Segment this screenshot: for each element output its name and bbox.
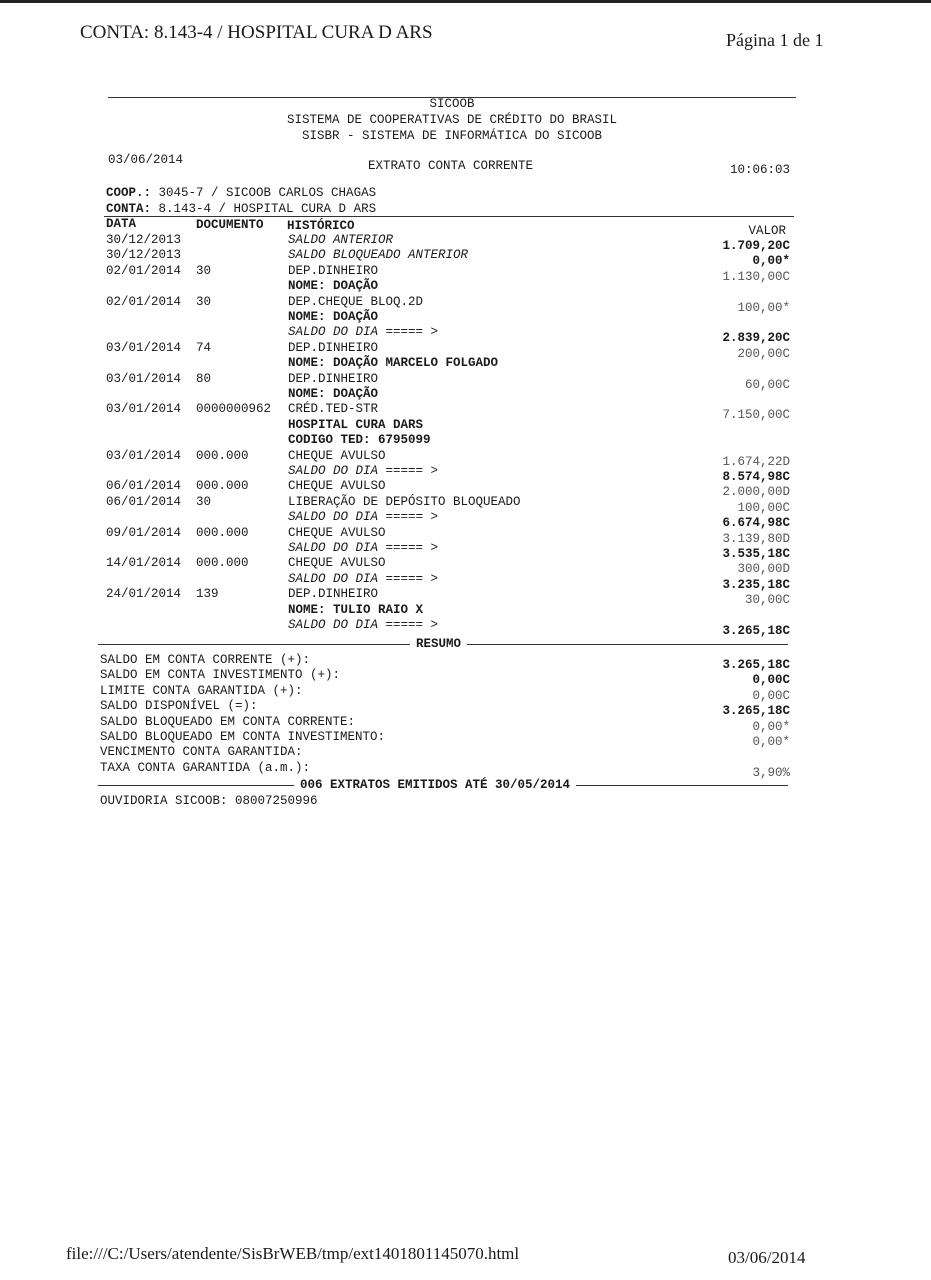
summary-label: VENCIMENTO CONTA GARANTIDA: bbox=[100, 745, 303, 760]
summary-label: LIMITE CONTA GARANTIDA (+): bbox=[100, 683, 303, 698]
entry-date: 03/01/2014 bbox=[106, 402, 182, 417]
entry-history: SALDO BLOQUEADO ANTERIOR bbox=[288, 248, 469, 263]
header-rule bbox=[104, 216, 794, 217]
entry-history: CHEQUE AVULSO bbox=[288, 556, 386, 571]
entry-history: SALDO DO DIA ===== > bbox=[288, 464, 439, 478]
conta-label: CONTA: bbox=[106, 202, 152, 216]
summary-label: SALDO EM CONTA CORRENTE (+): bbox=[100, 653, 311, 667]
sisbr-line: SISBR - SISTEMA DE INFORMÁTICA DO SICOOB bbox=[301, 129, 603, 143]
emitted-divider bbox=[98, 778, 788, 794]
summary-divider bbox=[98, 637, 788, 653]
entry-history: SALDO ANTERIOR bbox=[288, 233, 394, 247]
entry-history: LIBERAÇÃO DE DEPÓSITO BLOQUEADO bbox=[288, 494, 521, 509]
entry-history: NOME: DOAÇÃO bbox=[288, 279, 379, 294]
entry-date: 06/01/2014 bbox=[106, 479, 182, 494]
entry-document: 000.000 bbox=[196, 448, 249, 463]
entry-value: 3.265,18C bbox=[722, 624, 790, 638]
summary-value: 0,00* bbox=[752, 735, 790, 749]
entry-history: NOME: DOAÇÃO MARCELO FOLGADO bbox=[288, 356, 499, 371]
summary-label: SALDO DISPONÍVEL (=): bbox=[100, 699, 258, 714]
entry-history: NOME: TULIO RAIO X bbox=[288, 602, 424, 617]
entry-history: DEP.DINHEIRO bbox=[288, 263, 379, 278]
summary-label: SALDO EM CONTA INVESTIMENTO (+): bbox=[100, 668, 341, 683]
entry-date: 24/01/2014 bbox=[106, 587, 182, 602]
entry-history: CRÉD.TED-STR bbox=[288, 402, 379, 417]
report-time: 10:06:03 bbox=[730, 163, 791, 177]
entry-document: 139 bbox=[196, 587, 219, 602]
entry-value: 8.574,98C bbox=[722, 470, 790, 484]
emitted-count: 006 EXTRATOS EMITIDOS ATÉ 30/05/2014 bbox=[300, 778, 571, 792]
entry-history: CHEQUE AVULSO bbox=[288, 525, 386, 540]
summary-value: 0,00* bbox=[752, 719, 790, 734]
entry-document: 30 bbox=[196, 263, 212, 278]
report-date: 03/06/2014 bbox=[108, 153, 184, 167]
entry-document: 000.000 bbox=[196, 479, 249, 494]
entry-value: 60,00C bbox=[744, 377, 790, 392]
entry-document: 80 bbox=[196, 371, 212, 386]
entry-date: 03/01/2014 bbox=[106, 448, 182, 463]
entry-document: 000.000 bbox=[196, 525, 249, 540]
conta-value: 8.143-4 / HOSPITAL CURA D ARS bbox=[158, 202, 377, 216]
entry-history: SALDO DO DIA ===== > bbox=[288, 510, 439, 525]
entry-history: SALDO DO DIA ===== > bbox=[288, 325, 439, 340]
entry-value: 3.235,18C bbox=[722, 577, 790, 592]
entry-value: 1.709,20C bbox=[722, 239, 790, 253]
entry-date: 09/01/2014 bbox=[106, 525, 182, 540]
entry-value: 0,00* bbox=[752, 254, 790, 269]
entry-history: SALDO DO DIA ===== > bbox=[288, 618, 439, 632]
entry-history: SALDO DO DIA ===== > bbox=[288, 541, 439, 555]
col-data: DATA bbox=[106, 217, 137, 231]
footer-url: file:///C:/Users/atendente/SisBrWEB/tmp/ext1401801145070.html bbox=[66, 1244, 520, 1263]
summary-value: 0,00C bbox=[752, 673, 790, 688]
entry-date: 30/12/2013 bbox=[106, 248, 182, 263]
entry-value: 7.150,00C bbox=[722, 408, 790, 423]
bank-name: SICOOB bbox=[429, 97, 475, 111]
summary-label: SALDO BLOQUEADO EM CONTA INVESTIMENTO: bbox=[100, 730, 386, 744]
summary-label: SALDO BLOQUEADO EM CONTA CORRENTE: bbox=[100, 714, 356, 729]
entry-value: 30,00C bbox=[744, 593, 790, 608]
entry-history: DEP.DINHEIRO bbox=[288, 587, 379, 602]
entry-history: DEP.DINHEIRO bbox=[288, 340, 379, 355]
entry-date: 06/01/2014 bbox=[106, 494, 182, 509]
entry-date: 14/01/2014 bbox=[106, 556, 182, 571]
page-number: Página 1 de 1 bbox=[726, 30, 824, 50]
footer-date: 03/06/2014 bbox=[728, 1248, 806, 1267]
entry-history: CHEQUE AVULSO bbox=[288, 448, 386, 463]
entry-history: DEP.CHEQUE BLOQ.2D bbox=[288, 294, 424, 309]
entry-history: CODIGO TED: 6795099 bbox=[288, 433, 431, 448]
entry-history: SALDO DO DIA ===== > bbox=[288, 571, 439, 586]
entry-value: 200,00C bbox=[737, 346, 790, 361]
entry-history: CHEQUE AVULSO bbox=[288, 479, 386, 494]
coop-value: 3045-7 / SICOOB CARLOS CHAGAS bbox=[158, 186, 377, 200]
summary-value: 3,90% bbox=[752, 765, 790, 780]
coop-line bbox=[106, 186, 376, 202]
entry-value: 2.000,00D bbox=[722, 485, 790, 500]
col-valor: VALOR bbox=[748, 224, 786, 238]
summary-value: 0,00C bbox=[752, 688, 790, 703]
summary-label: TAXA CONTA GARANTIDA (a.m.): bbox=[100, 760, 311, 775]
entry-document: 30 bbox=[196, 494, 212, 509]
entry-document: 000.000 bbox=[196, 556, 249, 571]
entry-history: NOME: DOAÇÃO bbox=[288, 387, 379, 401]
entry-document: 0000000962 bbox=[196, 402, 272, 417]
entry-history: DEP.DINHEIRO bbox=[288, 371, 379, 386]
system-line: SISTEMA DE COOPERATIVAS DE CRÉDITO DO BRASIL bbox=[286, 113, 618, 127]
ouvidoria: OUVIDORIA SICOOB: 08007250996 bbox=[100, 794, 318, 808]
col-historico: HISTÓRICO bbox=[287, 219, 355, 233]
entry-value: 1.130,00C bbox=[722, 269, 790, 284]
entry-document: 30 bbox=[196, 294, 212, 309]
entry-value: 3.139,80D bbox=[722, 531, 790, 546]
entry-document: 74 bbox=[196, 340, 212, 355]
entry-history: NOME: DOAÇÃO bbox=[288, 310, 379, 324]
entry-value: 6.674,98C bbox=[722, 516, 790, 531]
entry-value: 100,00* bbox=[737, 300, 790, 315]
entry-date: 03/01/2014 bbox=[106, 340, 182, 355]
entry-value: 2.839,20C bbox=[722, 331, 790, 346]
summary-value: 3.265,18C bbox=[722, 658, 790, 672]
summary-value: 3.265,18C bbox=[722, 704, 790, 719]
entry-value: 3.535,18C bbox=[722, 547, 790, 561]
entry-value: 1.674,22D bbox=[722, 454, 790, 469]
summary-heading: RESUMO bbox=[416, 637, 462, 651]
report-title: EXTRATO CONTA CORRENTE bbox=[368, 159, 534, 173]
entry-date: 02/01/2014 bbox=[106, 263, 182, 278]
entry-date: 02/01/2014 bbox=[106, 294, 182, 309]
entry-date: 03/01/2014 bbox=[106, 371, 182, 386]
entry-date: 30/12/2013 bbox=[106, 233, 182, 247]
coop-label: COOP.: bbox=[106, 186, 152, 200]
entry-history: HOSPITAL CURA DARS bbox=[288, 417, 424, 432]
top-border bbox=[0, 0, 931, 3]
entry-value: 300,00D bbox=[737, 562, 790, 577]
entry-value: 100,00C bbox=[737, 500, 790, 515]
col-documento: DOCUMENTO bbox=[196, 218, 264, 232]
account-title: CONTA: 8.143-4 / HOSPITAL CURA D ARS bbox=[80, 22, 433, 43]
